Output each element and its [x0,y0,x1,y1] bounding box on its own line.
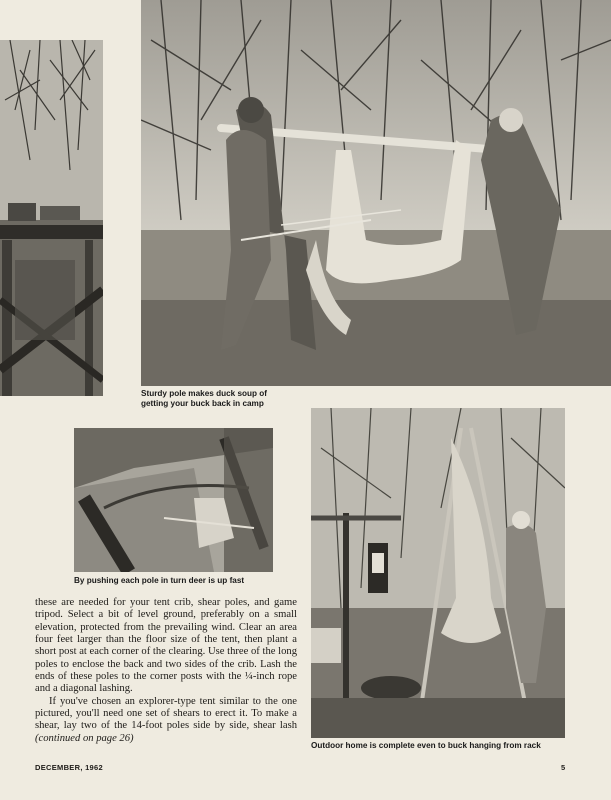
paragraph-1: these are needed for your tent crib, shear poles, and game tripod. Select a bit of level ground, preferably on a small elevation, protected from the prevailing wind. Clear an area four feet larger than the floor size of the tent, then plant a short post at each corner of the clearing. Use three of the long poles to enclose the back and two sides of the crib. Lash the ends of these poles to the corner posts with the ¼-inch rope and a diagonal lashing. [35,597,297,695]
article-body [35,597,297,745]
footer-date: DECEMBER, 1962 [35,763,103,772]
paragraph-2-text: If you've chosen an explorer-type tent similar to the one pictured, you'll need one set of shears to erect it. To make a shear, lay two of the 14-foot poles side by side, shear lash [35,695,297,732]
continued-note: (continued on page 26) [35,732,134,744]
caption-hunters: Sturdy pole makes duck soup of getting your buck back in camp [141,389,268,408]
paragraph-2 [35,696,297,745]
photo-camp-hanging-buck [311,408,565,738]
photo-hunters-carrying-buck [141,0,611,386]
caption-camp: Outdoor home is complete even to buck hanging from rack [311,741,541,750]
photo-lashing-closeup [74,428,273,572]
page-number: 5 [561,763,566,772]
photo-camp-table [0,40,103,396]
caption-lashing: By pushing each pole in turn deer is up fast [74,576,245,585]
